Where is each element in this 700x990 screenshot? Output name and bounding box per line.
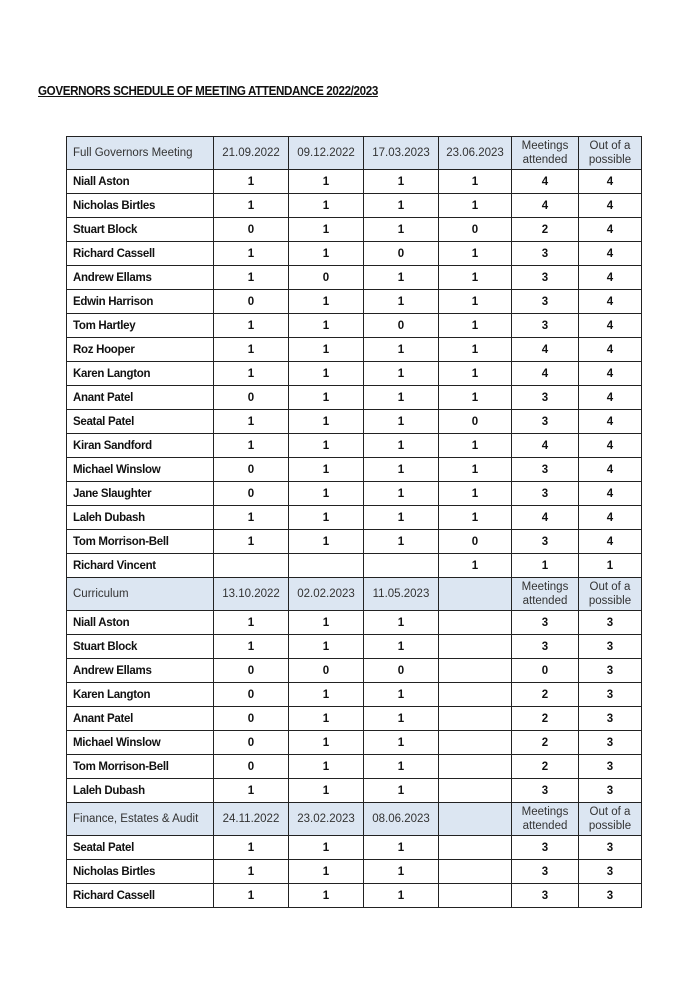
meetings-attended-value: 4: [512, 170, 579, 194]
meetings-attended-value: 3: [512, 290, 579, 314]
governor-name: Andrew Ellams: [67, 659, 214, 683]
table-row: [67, 755, 642, 779]
section-header-row: [67, 803, 642, 836]
attendance-cell: [439, 884, 512, 908]
table-row: [67, 458, 642, 482]
attendance-cell: 1: [364, 458, 439, 482]
attendance-cell: 1: [214, 314, 289, 338]
attendance-cell: 1: [289, 410, 364, 434]
attendance-cell: 0: [214, 683, 289, 707]
out-of-possible-value: 1: [579, 554, 642, 578]
governor-name: Seatal Patel: [67, 836, 214, 860]
attendance-cell: 0: [214, 386, 289, 410]
attendance-cell: 1: [364, 338, 439, 362]
out-of-possible-value: 3: [579, 884, 642, 908]
meeting-date: 02.02.2023: [289, 578, 364, 611]
attendance-cell: 1: [214, 884, 289, 908]
attendance-cell: 1: [439, 266, 512, 290]
meeting-date: 08.06.2023: [364, 803, 439, 836]
document-title: GOVERNORS SCHEDULE OF MEETING ATTENDANCE 2022/2023: [38, 84, 378, 98]
out-of-possible-value: 4: [579, 506, 642, 530]
attendance-cell: 1: [364, 731, 439, 755]
section-title: Full Governors Meeting: [67, 137, 214, 170]
governor-name: Stuart Block: [67, 635, 214, 659]
attendance-cell: [439, 755, 512, 779]
attendance-cell: 1: [289, 458, 364, 482]
table-row: [67, 242, 642, 266]
out-of-possible-header: Out of a possible: [579, 578, 642, 611]
meeting-date: 21.09.2022: [214, 137, 289, 170]
attendance-cell: [364, 554, 439, 578]
attendance-cell: 1: [364, 290, 439, 314]
attendance-cell: [214, 554, 289, 578]
meetings-attended-value: 3: [512, 836, 579, 860]
governor-name: Tom Morrison-Bell: [67, 755, 214, 779]
governor-name: Laleh Dubash: [67, 506, 214, 530]
attendance-cell: [289, 554, 364, 578]
governor-name: Richard Cassell: [67, 884, 214, 908]
attendance-cell: 0: [364, 314, 439, 338]
section-title: Curriculum: [67, 578, 214, 611]
attendance-cell: 1: [364, 884, 439, 908]
attendance-cell: 0: [214, 458, 289, 482]
table-row: [67, 779, 642, 803]
meetings-attended-value: 3: [512, 779, 579, 803]
section-header-row: [67, 578, 642, 611]
attendance-cell: 1: [364, 362, 439, 386]
table-row: [67, 314, 642, 338]
governor-name: Niall Aston: [67, 170, 214, 194]
governor-name: Niall Aston: [67, 611, 214, 635]
attendance-cell: 1: [214, 410, 289, 434]
attendance-cell: 0: [214, 755, 289, 779]
table-row: [67, 434, 642, 458]
out-of-possible-value: 3: [579, 731, 642, 755]
section-header-row: [67, 137, 642, 170]
attendance-cell: 1: [364, 530, 439, 554]
meeting-date: 13.10.2022: [214, 578, 289, 611]
table-row: [67, 860, 642, 884]
table-row: [67, 836, 642, 860]
attendance-cell: 1: [364, 707, 439, 731]
meeting-date: [439, 803, 512, 836]
attendance-cell: 1: [364, 755, 439, 779]
meetings-attended-value: 3: [512, 410, 579, 434]
attendance-cell: 1: [289, 194, 364, 218]
meetings-attended-value: 3: [512, 611, 579, 635]
attendance-cell: 1: [214, 266, 289, 290]
attendance-cell: 1: [439, 386, 512, 410]
attendance-cell: 0: [214, 290, 289, 314]
out-of-possible-value: 4: [579, 482, 642, 506]
attendance-cell: 1: [364, 779, 439, 803]
attendance-cell: 1: [364, 683, 439, 707]
meetings-attended-header: Meetings attended: [512, 137, 579, 170]
governor-name: Andrew Ellams: [67, 266, 214, 290]
meetings-attended-value: 1: [512, 554, 579, 578]
attendance-cell: 1: [289, 218, 364, 242]
attendance-cell: 0: [289, 659, 364, 683]
meetings-attended-value: 3: [512, 884, 579, 908]
meetings-attended-value: 4: [512, 194, 579, 218]
attendance-cell: 1: [214, 434, 289, 458]
attendance-cell: 1: [214, 194, 289, 218]
out-of-possible-value: 3: [579, 860, 642, 884]
governor-name: Laleh Dubash: [67, 779, 214, 803]
out-of-possible-value: 4: [579, 314, 642, 338]
attendance-cell: [439, 779, 512, 803]
attendance-cell: 0: [439, 530, 512, 554]
attendance-cell: 1: [364, 170, 439, 194]
attendance-cell: 1: [289, 755, 364, 779]
meeting-date: 11.05.2023: [364, 578, 439, 611]
table-row: [67, 506, 642, 530]
attendance-cell: 1: [364, 194, 439, 218]
attendance-cell: [439, 659, 512, 683]
attendance-cell: 1: [439, 458, 512, 482]
attendance-cell: [439, 836, 512, 860]
meetings-attended-header: Meetings attended: [512, 578, 579, 611]
attendance-cell: 1: [364, 266, 439, 290]
attendance-cell: [439, 707, 512, 731]
attendance-cell: 1: [214, 860, 289, 884]
attendance-cell: [439, 635, 512, 659]
attendance-cell: 0: [364, 242, 439, 266]
meeting-date: [439, 578, 512, 611]
attendance-cell: 1: [214, 530, 289, 554]
out-of-possible-value: 3: [579, 659, 642, 683]
out-of-possible-value: 4: [579, 410, 642, 434]
meetings-attended-value: 0: [512, 659, 579, 683]
attendance-cell: 1: [289, 242, 364, 266]
attendance-cell: 1: [439, 554, 512, 578]
table-row: [67, 707, 642, 731]
attendance-cell: 1: [289, 170, 364, 194]
attendance-cell: 1: [289, 779, 364, 803]
governor-name: Michael Winslow: [67, 458, 214, 482]
out-of-possible-value: 4: [579, 266, 642, 290]
attendance-cell: 1: [364, 386, 439, 410]
governor-name: Tom Morrison-Bell: [67, 530, 214, 554]
attendance-cell: 0: [439, 410, 512, 434]
table-row: [67, 218, 642, 242]
attendance-cell: 1: [289, 635, 364, 659]
meetings-attended-value: 4: [512, 338, 579, 362]
attendance-cell: [439, 731, 512, 755]
meetings-attended-value: 2: [512, 683, 579, 707]
meetings-attended-value: 4: [512, 362, 579, 386]
attendance-cell: 1: [214, 506, 289, 530]
meeting-date: 24.11.2022: [214, 803, 289, 836]
attendance-cell: 1: [364, 434, 439, 458]
table-row: [67, 635, 642, 659]
attendance-cell: 1: [364, 482, 439, 506]
governor-name: Kiran Sandford: [67, 434, 214, 458]
attendance-cell: 1: [214, 836, 289, 860]
attendance-cell: 1: [364, 635, 439, 659]
out-of-possible-value: 4: [579, 218, 642, 242]
attendance-cell: 1: [364, 410, 439, 434]
table-row: [67, 194, 642, 218]
meetings-attended-value: 2: [512, 218, 579, 242]
attendance-cell: 1: [439, 506, 512, 530]
attendance-cell: 1: [289, 338, 364, 362]
governor-name: Seatal Patel: [67, 410, 214, 434]
out-of-possible-value: 4: [579, 290, 642, 314]
attendance-cell: 0: [214, 707, 289, 731]
meetings-attended-value: 3: [512, 635, 579, 659]
meetings-attended-value: 3: [512, 386, 579, 410]
meetings-attended-value: 3: [512, 314, 579, 338]
table-row: [67, 554, 642, 578]
attendance-cell: 1: [364, 860, 439, 884]
table-row: [67, 611, 642, 635]
governor-name: Anant Patel: [67, 707, 214, 731]
attendance-cell: 1: [439, 314, 512, 338]
attendance-cell: [439, 860, 512, 884]
attendance-cell: 1: [439, 362, 512, 386]
attendance-cell: 1: [289, 731, 364, 755]
governor-name: Richard Cassell: [67, 242, 214, 266]
out-of-possible-value: 4: [579, 194, 642, 218]
attendance-cell: 0: [214, 659, 289, 683]
table-row: [67, 884, 642, 908]
attendance-cell: 1: [439, 338, 512, 362]
attendance-cell: 1: [289, 707, 364, 731]
meetings-attended-value: 3: [512, 860, 579, 884]
attendance-cell: 1: [289, 836, 364, 860]
out-of-possible-header: Out of a possible: [579, 137, 642, 170]
meeting-date: 23.02.2023: [289, 803, 364, 836]
attendance-cell: 1: [289, 530, 364, 554]
table-row: [67, 170, 642, 194]
out-of-possible-value: 3: [579, 683, 642, 707]
attendance-cell: 0: [364, 659, 439, 683]
attendance-cell: 1: [214, 362, 289, 386]
table-row: [67, 338, 642, 362]
table-row: [67, 290, 642, 314]
attendance-cell: 1: [214, 170, 289, 194]
out-of-possible-value: 3: [579, 707, 642, 731]
attendance-cell: 1: [439, 194, 512, 218]
attendance-cell: 0: [289, 266, 364, 290]
governor-name: Michael Winslow: [67, 731, 214, 755]
attendance-cell: 1: [289, 290, 364, 314]
meetings-attended-value: 3: [512, 482, 579, 506]
out-of-possible-value: 3: [579, 611, 642, 635]
attendance-cell: 1: [289, 482, 364, 506]
attendance-cell: 1: [364, 218, 439, 242]
attendance-cell: 1: [439, 434, 512, 458]
meetings-attended-value: 3: [512, 242, 579, 266]
out-of-possible-header: Out of a possible: [579, 803, 642, 836]
table-row: [67, 731, 642, 755]
governor-name: Karen Langton: [67, 683, 214, 707]
attendance-cell: 1: [364, 836, 439, 860]
meeting-date: 23.06.2023: [439, 137, 512, 170]
governor-name: Tom Hartley: [67, 314, 214, 338]
attendance-cell: [439, 611, 512, 635]
governor-name: Jane Slaughter: [67, 482, 214, 506]
governor-name: Karen Langton: [67, 362, 214, 386]
meetings-attended-value: 3: [512, 530, 579, 554]
section-title: Finance, Estates & Audit: [67, 803, 214, 836]
attendance-cell: 1: [364, 611, 439, 635]
attendance-table: [66, 136, 642, 908]
out-of-possible-value: 4: [579, 458, 642, 482]
attendance-cell: 1: [289, 386, 364, 410]
governor-name: Nicholas Birtles: [67, 860, 214, 884]
governor-name: Roz Hooper: [67, 338, 214, 362]
table-row: [67, 683, 642, 707]
attendance-cell: 1: [289, 314, 364, 338]
out-of-possible-value: 3: [579, 779, 642, 803]
meeting-date: 17.03.2023: [364, 137, 439, 170]
meetings-attended-value: 3: [512, 266, 579, 290]
attendance-cell: 0: [214, 482, 289, 506]
meetings-attended-value: 2: [512, 755, 579, 779]
out-of-possible-value: 3: [579, 836, 642, 860]
table-row: [67, 410, 642, 434]
out-of-possible-value: 4: [579, 242, 642, 266]
meetings-attended-value: 2: [512, 707, 579, 731]
attendance-cell: 1: [214, 242, 289, 266]
out-of-possible-value: 4: [579, 170, 642, 194]
attendance-cell: 0: [439, 218, 512, 242]
attendance-cell: 1: [214, 611, 289, 635]
attendance-cell: 1: [214, 779, 289, 803]
attendance-cell: 1: [214, 635, 289, 659]
governor-name: Richard Vincent: [67, 554, 214, 578]
governor-name: Nicholas Birtles: [67, 194, 214, 218]
attendance-cell: 1: [439, 170, 512, 194]
attendance-cell: 1: [439, 482, 512, 506]
attendance-cell: 1: [289, 362, 364, 386]
table-row: [67, 659, 642, 683]
out-of-possible-value: 4: [579, 338, 642, 362]
out-of-possible-value: 3: [579, 755, 642, 779]
attendance-cell: 1: [289, 611, 364, 635]
governor-name: Anant Patel: [67, 386, 214, 410]
table-row: [67, 386, 642, 410]
attendance-cell: 1: [214, 338, 289, 362]
table-row: [67, 266, 642, 290]
table-row: [67, 362, 642, 386]
meetings-attended-value: 2: [512, 731, 579, 755]
attendance-cell: 0: [214, 218, 289, 242]
meetings-attended-value: 4: [512, 506, 579, 530]
attendance-cell: 1: [289, 434, 364, 458]
out-of-possible-value: 4: [579, 362, 642, 386]
governor-name: Edwin Harrison: [67, 290, 214, 314]
attendance-cell: 1: [289, 884, 364, 908]
out-of-possible-value: 4: [579, 530, 642, 554]
attendance-cell: 1: [289, 860, 364, 884]
meeting-date: 09.12.2022: [289, 137, 364, 170]
attendance-cell: 1: [439, 242, 512, 266]
attendance-cell: 1: [289, 683, 364, 707]
out-of-possible-value: 3: [579, 635, 642, 659]
meetings-attended-value: 4: [512, 434, 579, 458]
attendance-cell: 1: [364, 506, 439, 530]
governor-name: Stuart Block: [67, 218, 214, 242]
table-row: [67, 482, 642, 506]
attendance-cell: 1: [289, 506, 364, 530]
out-of-possible-value: 4: [579, 386, 642, 410]
meetings-attended-value: 3: [512, 458, 579, 482]
meetings-attended-header: Meetings attended: [512, 803, 579, 836]
attendance-cell: 1: [439, 290, 512, 314]
attendance-cell: 0: [214, 731, 289, 755]
table-row: [67, 530, 642, 554]
out-of-possible-value: 4: [579, 434, 642, 458]
attendance-cell: [439, 683, 512, 707]
